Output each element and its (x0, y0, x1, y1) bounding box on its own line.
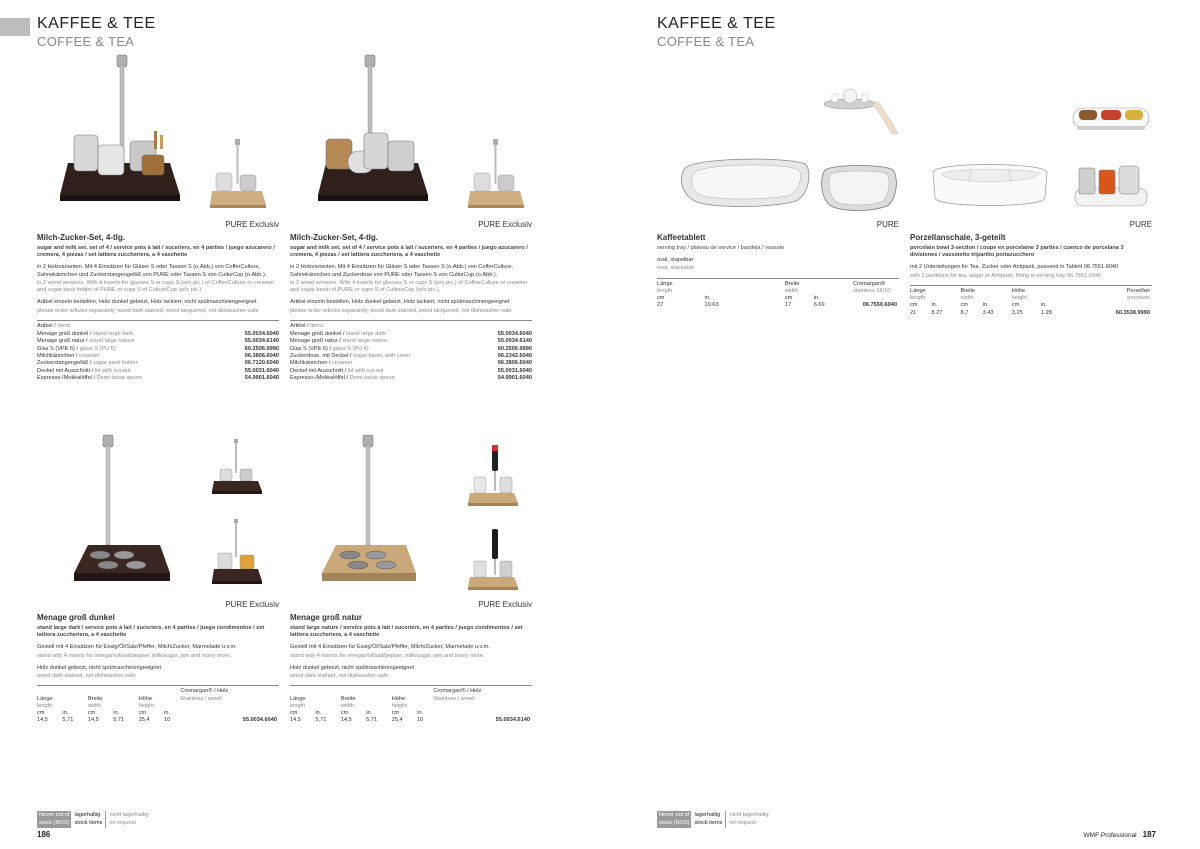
material-en: porcelain (1127, 295, 1150, 302)
brand-label: PURE Exclusiv (478, 220, 532, 229)
product-multilang: sugar and milk set, set of 4 / service pots à lait / suceriers, en 4 parties / juego azucarero / cremera, 4 piezas / set lattiera zuccheriera, a 4 vaschette (37, 244, 275, 259)
desc-en: in 2 wood versions. With 4 inserts for glasses S or cups S (w/o pic.) of CoffeeCulture or creamer and sugar pack holder of PURE or cups S of CultureCup (w/o pic.). (37, 279, 275, 294)
product-multilang: stand large nature / service pots à lait / suceriers, en 4 parties / juego condimentos / set lattiera zuccheriera, a 4 vaschette (290, 624, 523, 639)
porcelain-bowl-image (925, 100, 1155, 215)
menage-dark-image (70, 435, 280, 595)
note-en: wood dark stained, not dishwasher-safe (290, 673, 389, 680)
brand-label: PURE Exclusiv (225, 220, 279, 229)
material-de: Cromargan® / Holz (180, 688, 229, 695)
product-name: Milch-Zucker-Set, 4-tlg. (290, 233, 379, 243)
note-en: please order articles separately, wood dark stained, wood lacquered, not dishwasher-safe (290, 307, 512, 314)
item-row: Deckel mit Ausschnitt / lid with cut-out 55.0031.6040 (37, 367, 279, 374)
product-block-1 (37, 220, 279, 382)
desc-de: in 2 Holzvarianten. Mit 4 Einsätzen für Gläser S oder Tassen S (o.Abb.) von CofferCulture, Sahnekännchen und Zuckerdose von PURE oder Tassen S von CulturCup (o.Abb.). (290, 264, 514, 278)
article-code: 55.0034.6140 (495, 717, 530, 724)
page-subtitle: COFFEE & TEA (657, 34, 755, 49)
product-name: Kaffeetablett (657, 233, 706, 243)
dimensions-table: Länge Breite Cromargan® length width stainless 18/10 cm in. cm in. 27 10.63 17 6.69 06.7550.6040 (657, 278, 899, 310)
material-de: Porzellan (1126, 287, 1150, 294)
nos-badge: Never out of stock (NOS) (37, 811, 71, 828)
item-row: Milchkännchen / creamer 06.3806.6040 (290, 360, 532, 367)
item-row: Menage groß dunkel / stand large dark 55.0034.6040 (37, 331, 279, 338)
product-name: Milch-Zucker-Set, 4-tlg. (37, 233, 126, 243)
brand-label: PURE (1129, 220, 1152, 229)
desc-de: Gestell mit 4 Einsätzen für Essig/Öl/Salz/Pfeffer, Milch/Zucker, Marmelade u.v.m. (290, 644, 490, 651)
items-header: Artikel / items (37, 322, 71, 329)
material-en: Stainless / wood (433, 695, 475, 702)
brand-label: PURE Exclusiv (478, 600, 532, 609)
item-row: Espresso-/Mokkalöffel / Demi-tasse spoon 54.9901.6040 (290, 374, 532, 381)
dimensions-table: Länge Breite Höhe Porzellan length width height porcelain cm in. cm in. cm in. 21 8.27 8,7 3.43 3,25 1.28 60.3538.9990 (910, 285, 1152, 317)
page-title: KAFFEE & TEE (37, 15, 156, 32)
note-en: wood dark stained, not dishwasher-safe (37, 673, 136, 680)
product-multilang: serving tray / plateau de service / bandeja / vassoio (657, 244, 785, 251)
page-title: KAFFEE & TEE (657, 15, 776, 32)
desc-en: stand with 4 inserts for vinegar/oil/salt/pepper, milk/sugar, jam and many more. (37, 652, 232, 659)
milk-sugar-set-image-1 (60, 55, 280, 215)
brand-label: PURE Exclusiv (225, 600, 279, 609)
article-code: 06.7550.6040 (862, 302, 897, 309)
product-multilang: porcelain bowl 3-section / coupe en porcelaine 3 parties / cuenco de porcelana 3 divisiones / vassoietto tripartito portazucchero (910, 244, 1124, 259)
section-tab (0, 18, 30, 36)
material-de: Cromargan® / Holz (433, 688, 482, 695)
desc-de: oval, stapelbar (657, 257, 694, 264)
product-name: Menage groß natur (290, 613, 363, 623)
note-de: Holz dunkel gebeizt, nicht spülmaschinengeeignet (290, 664, 415, 671)
note-de: Artikel einzeln bestellen, Holz dunkel gebeizt, Holz lackiert, nicht spülmaschinengeeignet (37, 299, 257, 306)
stock-legend (37, 811, 152, 828)
page-subtitle: COFFEE & TEA (37, 34, 135, 49)
item-row: Deckel mit Ausschnitt / lid with cut-out 55.0031.6040 (290, 367, 532, 374)
item-row: Menage groß natur / stand large nature 55.0034.6140 (290, 338, 532, 345)
desc-de: mit 2 Unterteilungen für Tee, Zucker oder Antipasti, passend in Tablett 06.7551.6040 (910, 264, 1119, 271)
milk-sugar-set-image-2 (318, 55, 538, 215)
material-en: stainless 18/10 (853, 287, 891, 294)
material-de: Cromargan® (853, 280, 886, 287)
desc-de: Gestell mit 4 Einsätzen für Essig/Öl/Salz/Pfeffer, Milch/Zucker, Marmelade u.v.m. (37, 644, 237, 651)
footer-brand: WMF Professional (1083, 832, 1137, 839)
brand-label: PURE (876, 220, 899, 229)
stock-in: lagerhaltig stock items (74, 812, 103, 826)
stock-in: lagerhaltig stock items (694, 812, 723, 826)
nos-badge: Never out of stock (NOS) (657, 811, 691, 828)
product-block-3 (37, 600, 279, 725)
article-code: 60.3538.9990 (1115, 309, 1150, 316)
item-row: Menage groß dunkel / stand large dark 55.0034.6040 (290, 331, 532, 338)
item-row: Glas S (VPE 6) / glass S (PU 6) 60.2506.9990 (290, 345, 532, 352)
product-block-bowl (910, 220, 1152, 317)
serving-tray-image (675, 80, 905, 215)
desc-en: stand with 4 inserts for vinegar/oil/salt/pepper, milk/sugar, jam and many more. (290, 652, 485, 659)
stock-out: nicht lagerhaltig on request (105, 811, 151, 828)
material-en: Stainless / wood (180, 695, 222, 702)
item-row: Zuckerdose, mit Deckel / sugar basin, with cover 06.2342.6040 (290, 352, 532, 359)
product-block-2 (290, 220, 532, 382)
note-en: please order articles separately, wood dark stained, wood lacquered, not dishwasher-safe (37, 307, 259, 314)
product-multilang: stand large dark / service pots à lait / suceriers, en 4 parties / juego condimentos / set lattiera zuccheriera, a 4 vaschette (37, 624, 265, 639)
items-list (37, 320, 279, 382)
product-name: Porzellanschale, 3-geteilt (910, 233, 1006, 243)
desc-en: with 2 partitions for tea, sugar or Antipasti, fitting in serving tray 06.7551.6040 (910, 272, 1102, 279)
right-page (600, 0, 1200, 849)
desc-en: oval, stackable (657, 265, 695, 272)
items-list (290, 320, 532, 382)
desc-de: in 2 Holzvarianten. Mit 4 Einsätzen für Gläser S oder Tassen S (o.Abb.) von CofferCulture, Sahnekännchen und Zuckerstangengefäß von PURE oder Tassen S von CulturCup (o.Abb.). (37, 264, 267, 278)
dimensions-table: Cromargan® / Holz Länge Breite Höhe Stainless / wood length width height cm in. cm in. cm in. 14,5 5,71 14,5 5,71 25,4 10 55.0034.6040 (37, 685, 279, 724)
item-row: Glas S (VPE 6) / glass S (PU 6) 60.2506.9990 (37, 345, 279, 352)
article-code: 55.0034.6040 (242, 717, 277, 724)
page-number-value: 187 (1142, 830, 1156, 839)
product-multilang: sugar and milk set, set of 4 / service pots à lait / suceriers, en 4 parties / juego azucarero / cremera, 4 piezas / set lattiera zuccheriera, a 4 vaschette (290, 244, 528, 259)
page-number (1084, 830, 1156, 839)
page-number: 186 (37, 830, 51, 839)
items-header: Artikel / items (290, 322, 324, 329)
product-block-4 (290, 600, 532, 725)
desc-en: in 2 wood versions. With 4 inserts for glasses S or cups S (w/o pic.) of CoffeeCulture or creamer and sugar basin of PURE or cups S of CultureCup (w/o pic.). (290, 279, 528, 294)
note-de: Holz dunkel gebeizt, nicht spülmaschinengeeignet (37, 664, 162, 671)
item-row: Zuckerstangengefäß / sugar pack holder 06.7120.6040 (37, 360, 279, 367)
menage-natural-image (320, 435, 530, 595)
product-block-tray (657, 220, 899, 310)
item-row: Milchkännchen / creamer 06.3806.6040 (37, 352, 279, 359)
stock-legend (657, 811, 772, 828)
stock-out: nicht lagerhaltig on request (725, 811, 771, 828)
note-de: Artikel einzeln bestellen, Holz dunkel gebeizt, Holz lackiert, nicht spülmaschinengeeignet (290, 299, 510, 306)
item-row: Menage groß natur / stand large nature 55.0034.6140 (37, 338, 279, 345)
product-name: Menage groß dunkel (37, 613, 115, 623)
item-row: Espresso-/Mokkalöffel / Demi-tasse spoon 54.9901.6040 (37, 374, 279, 381)
dimensions-table: Cromargan® / Holz Länge Breite Höhe Stainless / wood length width height cm in. cm in. cm in. 14,5 5,71 14,5 5,71 25,4 10 55.0034.6140 (290, 685, 532, 724)
